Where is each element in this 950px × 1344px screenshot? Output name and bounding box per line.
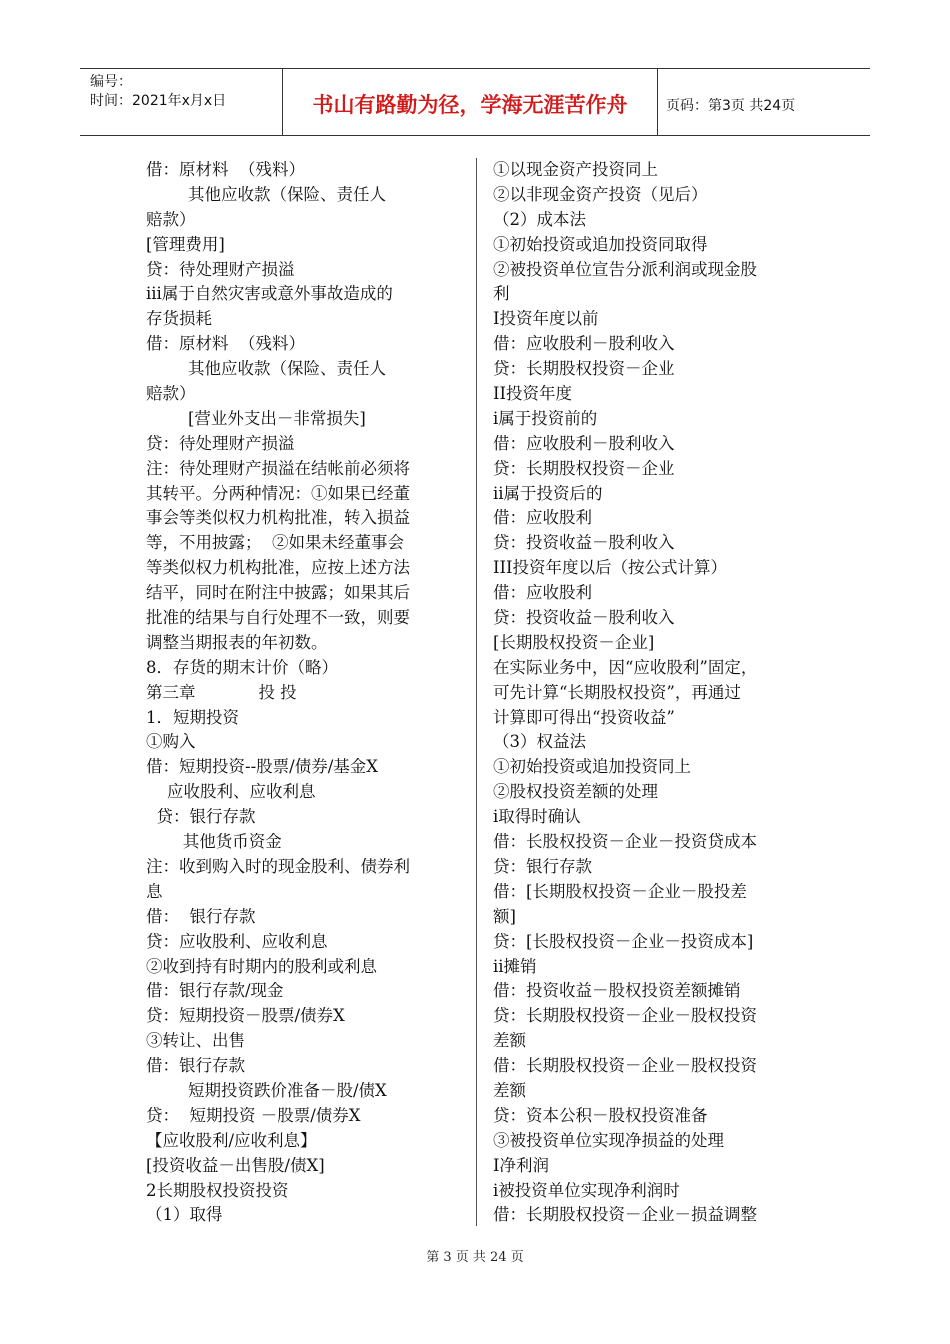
text-line: ii属于投资后的 <box>493 483 603 503</box>
text-line: 贷：资本公积－股权投资准备 <box>493 1105 708 1125</box>
text-line: 在实际业务中，因“应收股利”固定， <box>493 657 758 677</box>
text-line: ③转让、出售 <box>146 1031 245 1051</box>
text-line: I净利润 <box>493 1155 550 1175</box>
text-line: 1．短期投资 <box>146 707 239 727</box>
text-line: 应收股利、应收利息 <box>146 782 316 802</box>
text-line: 借：[长期股权投资－企业－股投差 <box>493 881 747 901</box>
text-line: 其他应收款（保险、责任人 <box>146 359 386 379</box>
text-line: [管理费用] <box>146 234 225 254</box>
text-line: 贷：投资收益－股利收入 <box>493 608 675 628</box>
text-line: i取得时确认 <box>493 807 581 827</box>
text-line: 借：应收股利－股利收入 <box>493 433 675 453</box>
left-column <box>146 158 462 1228</box>
number-label: 编号： <box>90 74 132 90</box>
text-line: （2）成本法 <box>493 209 586 229</box>
text-line: 借：银行存款 <box>146 1056 245 1076</box>
column-divider <box>476 158 477 1226</box>
text-line: （1）取得 <box>146 1205 223 1225</box>
header-page-info: 页码：第3页 共24页 <box>666 98 796 114</box>
text-line: [长期股权投资－企业] <box>493 632 655 652</box>
page-footer: 第 3 页 共 24 页 <box>426 1250 524 1265</box>
text-line: 贷：待处理财产损溢 <box>146 433 295 453</box>
text-line: [营业外支出－非常损失] <box>146 408 366 428</box>
text-line: 借：长期股权投资－企业－股权投资 <box>493 1056 757 1076</box>
text-line: 贷：投资收益－股利收入 <box>493 533 675 553</box>
text-line: 可先计算“长期股权投资”，再通过 <box>493 682 741 702</box>
text-line: 事会等类似权力机构批准，转入损益 <box>146 508 410 528</box>
text-line: III投资年度以后（按公式计算） <box>493 558 728 578</box>
text-line: 贷：长期股权投资－企业 <box>493 359 675 379</box>
text-line: 第三章 投 投 <box>146 682 297 702</box>
text-line: 2长期股权投资投资 <box>146 1180 289 1200</box>
text-line: 贷：银行存款 <box>493 856 592 876</box>
text-line: （3）权益法 <box>493 732 586 752</box>
text-line: 借：投资收益－股权投资差额摊销 <box>493 981 741 1001</box>
text-line: 贷：应收股利、应收利息 <box>146 931 328 951</box>
page-header <box>80 68 870 136</box>
text-line: 借：应收股利－股利收入 <box>493 334 675 354</box>
right-column <box>493 158 813 1228</box>
text-line: i属于投资前的 <box>493 408 598 428</box>
text-line: ②被投资单位宣告分派利润或现金股 <box>493 259 757 279</box>
text-line: 贷：[长股权投资－企业－投资成本] <box>493 931 754 951</box>
text-line: 等，不用披露； ②如果未经董事会 <box>146 533 404 553</box>
text-line: ①以现金资产投资同上 <box>493 160 658 179</box>
text-line: i被投资单位实现净利润时 <box>493 1180 680 1200</box>
text-line: 赔款） <box>146 209 196 229</box>
text-line: 计算即可得出“投资收益” <box>493 707 675 727</box>
text-line: 额] <box>493 906 516 926</box>
text-line: 短期投资跌价准备－股/债X <box>146 1080 387 1100</box>
text-line: 借：应收股利 <box>493 508 592 528</box>
text-line: 贷：长期股权投资－企业－股权投资 <box>493 1006 757 1026</box>
text-line: 贷：短期投资－股票/债券X <box>146 1006 345 1026</box>
header-motto: 书山有路勤为径，学海无涯苦作舟 <box>282 69 658 135</box>
text-line: ③被投资单位实现净损益的处理 <box>493 1130 724 1150</box>
text-line: 其他货币资金 <box>146 832 282 852</box>
text-line: iii属于自然灾害或意外事故造成的 <box>146 284 393 304</box>
text-line: 贷：待处理财产损溢 <box>146 259 295 279</box>
text-line: I投资年度以前 <box>493 309 599 329</box>
text-line: 【应收股利/应收利息】 <box>146 1130 317 1150</box>
text-line: 存货损耗 <box>146 309 212 329</box>
text-line: 借：原材料 （残料） <box>146 160 305 179</box>
text-line: ①初始投资或追加投资同上 <box>493 757 691 777</box>
text-line: 贷： 短期投资 －股票/债券X <box>146 1105 361 1125</box>
header-meta <box>80 69 282 135</box>
text-line: 借：原材料 （残料） <box>146 334 305 354</box>
text-line: 其转平。分两种情况：①如果已经董 <box>146 483 410 503</box>
text-line: [投资收益－出售股/债X] <box>146 1155 325 1175</box>
text-line: 其他应收款（保险、责任人 <box>146 184 386 204</box>
text-line: ii摊销 <box>493 956 537 976</box>
text-line: 差额 <box>493 1031 526 1051</box>
text-line: ②以非现金资产投资（见后） <box>493 184 708 204</box>
text-line: II投资年度 <box>493 384 573 404</box>
time-label: 时间：2021年x月x日 <box>90 93 227 109</box>
text-line: 赔款） <box>146 384 196 404</box>
text-line: 借：短期投资--股票/债券/基金X <box>146 757 379 777</box>
text-line: 批准的结果与自行处理不一致，则要 <box>146 608 410 628</box>
text-line: 利 <box>493 284 510 304</box>
text-line: 注：收到购入时的现金股利、债券利 <box>146 856 410 876</box>
text-line: 借：银行存款/现金 <box>146 981 284 1001</box>
text-line: 借：应收股利 <box>493 583 592 603</box>
text-line: 借：长期股权投资－企业－损益调整 <box>493 1205 757 1225</box>
text-line: 调整当期报表的年初数。 <box>146 632 328 652</box>
text-line: ①购入 <box>146 732 196 752</box>
text-line: 借：长股权投资－企业－投资贷成本 <box>493 832 757 852</box>
text-line: 差额 <box>493 1080 526 1100</box>
text-line: 8．存货的期末计价（略） <box>146 657 338 677</box>
text-line: 贷：银行存款 <box>146 807 256 827</box>
text-line: 等类似权力机构批准，应按上述方法 <box>146 558 410 578</box>
text-line: 贷：长期股权投资－企业 <box>493 458 675 478</box>
text-line: 息 <box>146 881 163 901</box>
text-line: 借： 银行存款 <box>146 906 256 926</box>
text-line: ②股权投资差额的处理 <box>493 782 658 802</box>
text-line: 注：待处理财产损溢在结帐前必须将 <box>146 458 410 478</box>
text-line: ①初始投资或追加投资同取得 <box>493 234 708 254</box>
text-line: ②收到持有时期内的股利或利息 <box>146 956 377 976</box>
text-line: 结平，同时在附注中披露；如果其后 <box>146 583 410 603</box>
